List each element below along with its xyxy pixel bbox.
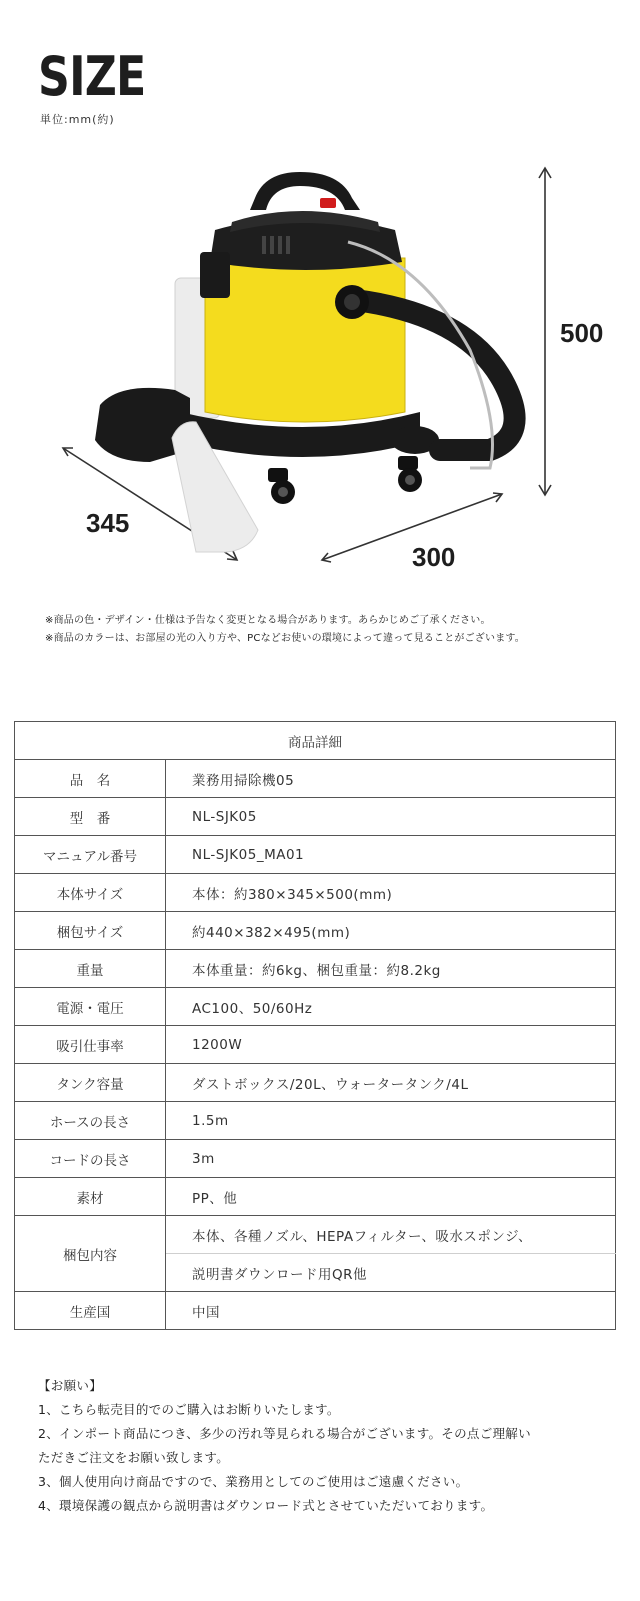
table-row: [15, 912, 616, 950]
row-value: NL-SJK05: [166, 798, 616, 836]
table-row: [15, 1102, 616, 1140]
row-value: 1.5m: [166, 1102, 616, 1140]
unit-label: 単位:mm(約): [40, 113, 115, 126]
row-key: 型 番: [15, 798, 166, 836]
row-key: 品 名: [15, 760, 166, 798]
row-value: 本体、各種ノズル、HEPAフィルター、吸水スポンジ、: [166, 1216, 616, 1254]
row-value: ダストボックス/20L、ウォータータンク/4L: [166, 1064, 616, 1102]
row-value: AC100、50/60Hz: [166, 988, 616, 1026]
dust-drum: [205, 258, 405, 422]
row-value: 3m: [166, 1140, 616, 1178]
row-value: 1200W: [166, 1026, 616, 1064]
table-row: [15, 1178, 616, 1216]
note-line: ※商品のカラーは、お部屋の光の入り方や、PCなどお使いの環境によって違って見ることがございます。: [45, 633, 525, 644]
request-title: 【お願い】: [38, 1378, 103, 1393]
table-row: [15, 874, 616, 912]
depth-dimension: 345: [86, 508, 130, 538]
casters: [268, 456, 422, 504]
table-row: [15, 1026, 616, 1064]
request-line: 1、こちら転売目的でのご購入はお断りいたします。: [38, 1402, 340, 1417]
row-key: ホースの長さ: [15, 1102, 166, 1140]
row-value: 業務用掃除機05: [166, 760, 616, 798]
handle: [250, 172, 360, 210]
note-line: ※商品の色・デザイン・仕様は予告なく変更となる場合があります。あらかじめご了承ください。: [45, 615, 491, 626]
row-key: タンク容量: [15, 1064, 166, 1102]
product-figure: [0, 150, 640, 590]
row-key: コードの長さ: [15, 1140, 166, 1178]
request-line: 3、個人使用向け商品ですので、業務用としてのご使用はご遠慮ください。: [38, 1474, 469, 1489]
request-line: 2、インポート商品につき、多少の汚れ等見られる場合がございます。その点ご理解い: [38, 1426, 531, 1441]
row-value: 説明書ダウンロード用QR他: [166, 1254, 616, 1292]
row-key: 重量: [15, 950, 166, 988]
table-row: [15, 760, 616, 798]
table-row: [15, 1140, 616, 1178]
row-value: 約440×382×495(mm): [166, 912, 616, 950]
table-row: [15, 950, 616, 988]
row-key: 電源・電圧: [15, 988, 166, 1026]
row-value: 中国: [166, 1292, 616, 1330]
table-row: [15, 1064, 616, 1102]
table-row: [15, 798, 616, 836]
height-dimension: 500: [560, 318, 604, 348]
row-key: 素材: [15, 1178, 166, 1216]
table-row: [15, 836, 616, 874]
size-title: SIZE: [38, 45, 146, 108]
latch: [200, 252, 230, 298]
row-key: 本体サイズ: [15, 874, 166, 912]
table-row: [15, 1292, 616, 1330]
table-heading: 商品詳細: [15, 722, 616, 760]
row-value: NL-SJK05_MA01: [166, 836, 616, 874]
row-key: 吸引仕事率: [15, 1026, 166, 1064]
row-value: 本体：約380×345×500(mm): [166, 874, 616, 912]
request-section: [38, 1374, 531, 1518]
row-key: 生産国: [15, 1292, 166, 1330]
row-key: マニュアル番号: [15, 836, 166, 874]
product-details-table: [14, 721, 616, 1330]
request-line: 4、環境保護の観点から説明書はダウンロード式とさせていただいております。: [38, 1498, 494, 1513]
table-row: [15, 988, 616, 1026]
row-value: 本体重量：約6kg、梱包重量：約8.2kg: [166, 950, 616, 988]
row-key: 梱包サイズ: [15, 912, 166, 950]
row-value: PP、他: [166, 1178, 616, 1216]
width-dimension: 300: [412, 542, 456, 572]
power-switch: [320, 198, 336, 208]
disclaimer-notes: [45, 612, 525, 648]
table-row: [15, 1216, 616, 1254]
row-key: 梱包内容: [15, 1216, 166, 1292]
request-line: ただきご注文をお願い致します。: [38, 1450, 230, 1465]
